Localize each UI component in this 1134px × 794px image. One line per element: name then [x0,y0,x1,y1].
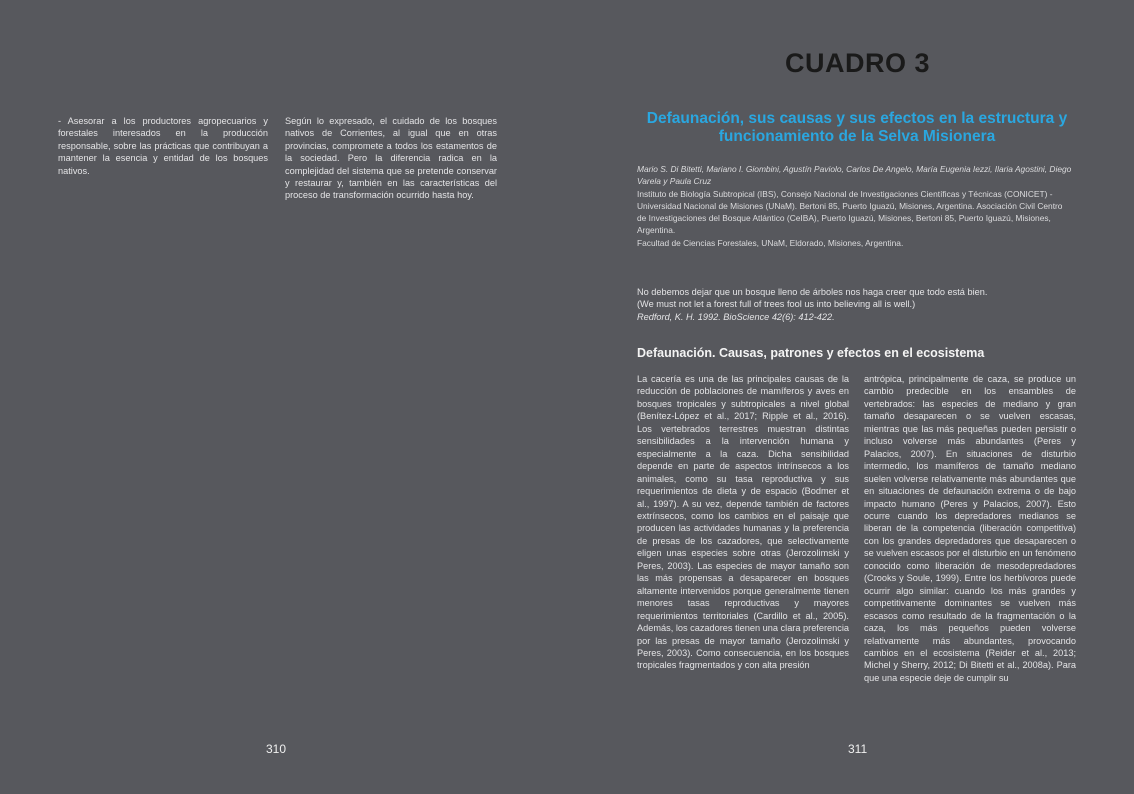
quote-spanish: No debemos dejar que un bosque lleno de árboles nos haga creer que todo está bien. [637,287,988,297]
right-page [567,0,1134,794]
epigraph [637,286,1077,323]
left-col1-text: - Asesorar a los productores agropecuarios y forestales interesados en la producción responsable, sobre las prácticas que contribuyan a mantener la esencia y entidad de los bosques nativos. [58,116,268,176]
body-column-2: antrópica, principalmente de caza, se produce un cambio predecible en los ensambles de vertebrados: las especies de mediano y gran tamaño desaparecen o se vuelven escasas, mientras que las más pequeñas pueden persistir o incluso volverse más abundantes (Peres y Palacios, 2007). En situaciones de disturbio intermedio, los mamíferos de tamaño mediano suelen volverse relativamente más abundantes que en situaciones de defaunación extrema o de bajo impacto humano (Peres y Palacios, 2007). Esto ocurre cuando los depredadores medianos se liberan de la competencia (liberación competitiva) con los grandes depredadores que desaparecen o se vuelven escasos por el disturbio en un fenómeno conocido como liberación de mesodepredadores (Crooks y Soule, 1999). Entre los herbívoros puede ocurrir algo similar: cuando los más grandes y competitivamente dominantes se vuelven más escasos como resultado de la fragmentación o la caza, los más pequeños pueden volverse relativamente más abundantes, provocando cambios en el ecosistema (Reider et al., 2013; Michel y Sherry, 2012; Di Bitetti et al., 2008a). Para que una especie deje de cumplir su [864,374,1076,683]
affiliation-2: Facultad de Ciencias Forestales, UNaM, Eldorado, Misiones, Argentina. [637,237,904,248]
page-number-right: 311 [848,742,868,756]
section-heading: Defaunación. Causas, patrones y efectos en el ecosistema [637,346,985,360]
body-column-1: La cacería es una de las principales causas de la reducción de poblaciones de mamíferos y aves en bosques tropicales y subtropicales a nivel global (Benítez-López et al., 2017; Ripple et al., 2016). Los vertebrados terrestres muestran distintas sensibilidades a la intervención humana y especialmente a la caza. Dicha sensibilidad depende en parte de aspectos intrínsecos a los animales, como su tasa reproductiva y sus requerimientos de dieta y de espacio (Bodmer et al., 1997). A su vez, depende también de factores extrínsecos, como los cambios en el paisaje que producen las actividades humanas y la preferencia de presas de los cazadores, que selectivamente eligen unas especies sobre otras (Jerozolimski y Peres, 2003). Las especies de mayor tamaño son las más propensas a desaparecer en bosques altamente intervenidos porque generalmente tienen menores tasas reproductivas y mayores requerimientos territoriales (Cardillo et al., 2005). Además, los cazadores tienen una clara preferencia por las presas de mayor tamaño (Jerozolimski y Peres, 2003). Como consecuencia, en los bosques tropicales fragmentados y con alta presión [637,374,849,671]
article-title: Defaunación, sus causas y sus efectos en la estructura y funcionamiento de la Selva Misionera [646,110,1068,145]
author-names: Mario S. Di Bitetti, Mariano I. Giombini, Agustín Paviolo, Carlos De Angelo, María Eugenia Iezzi, Ilaria Agostini, Diego Varela y Paula Cruz [637,164,1072,187]
left-col2-text: Según lo expresado, el cuidado de los bosques nativos de Corrientes, al igual que en otras provincias, compromete a todos los estamentos de la sociedad. Pero la diferencia radica en la complejidad del sistema que se pretende conservar y restaurar y, también en las características del proceso de transformación ocurrido hasta hoy. [285,116,497,201]
left-column-1 [58,115,268,177]
quote-citation: Redford, K. H. 1992. BioScience 42(6): 412-422. [637,311,835,322]
left-column-2 [285,115,497,202]
quote-english: (We must not let a forest full of trees fool us into believing all is well.) [637,299,916,310]
page-number-left: 310 [266,742,287,756]
box-label: CUADRO 3 [785,48,931,78]
author-block [637,163,1072,249]
affiliation-1: Instituto de Biología Subtropical (IBS), Consejo Nacional de Investigaciones Científicas y Técnicas (CONICET) - Universidad Nacional de Misiones (UNaM). Bertoni 85, Puerto Iguazú, Misiones, Argentina. Asociación Civil Centro de Investigaciones del Bosque Atlántico (CeIBA), Puerto Iguazú, Misiones, Bertoni 85, Puerto Iguazú, Misiones, Argentina. [637,188,1063,236]
